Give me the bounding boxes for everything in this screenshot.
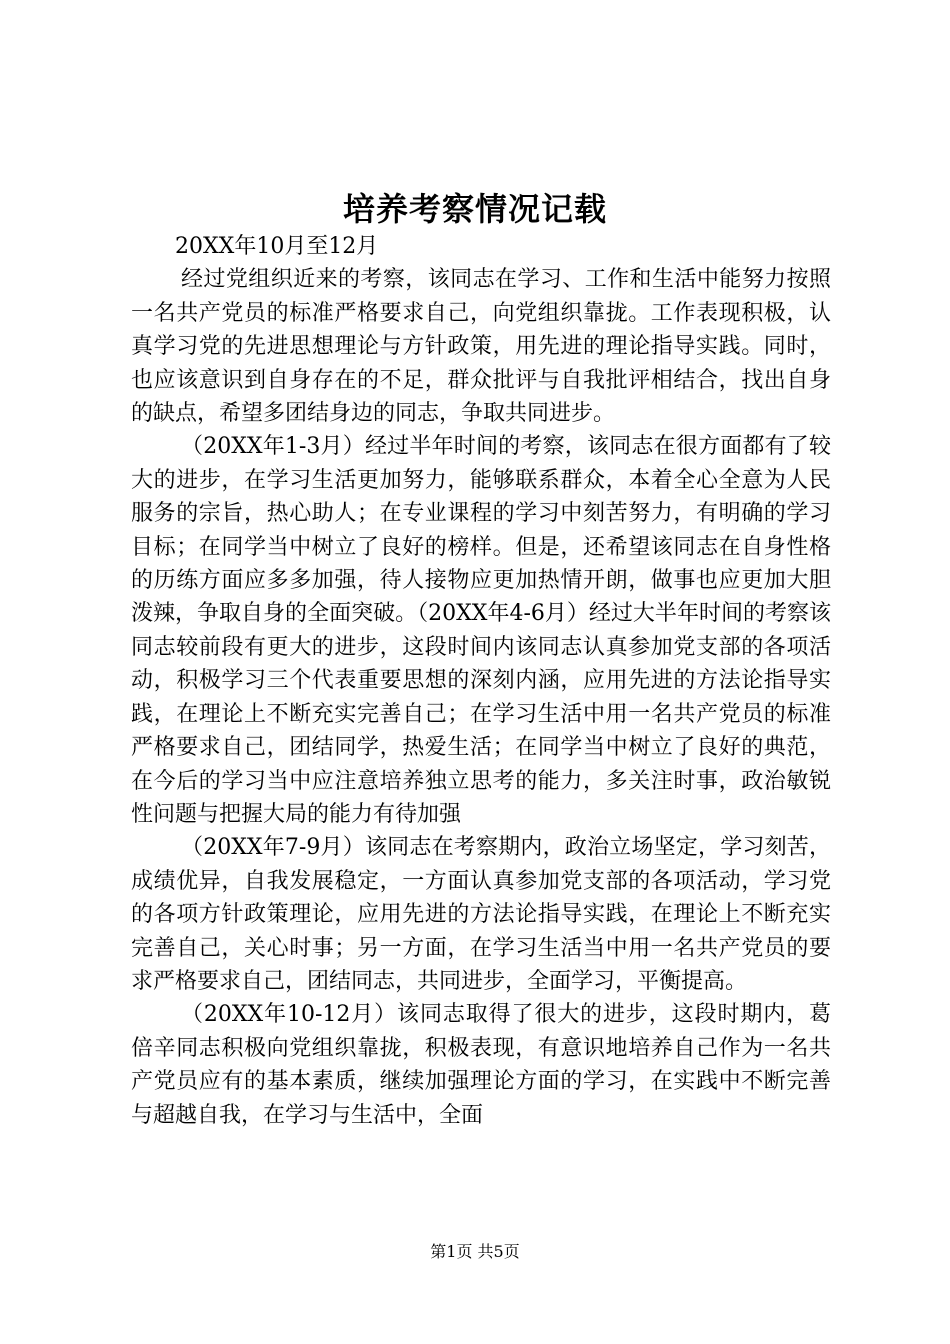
- paragraph-q1-q2: （20XX年1-3月）经过半年时间的考察，该同志在很方面都有了较大的进步，在学习生活更加努力，能够联系群众，本着全心全意为人民服务的宗旨，热心助人；在专业课程的学习中刻苦努力，有明确的学习目标；在同学当中树立了良好的榜样。但是，还希望该同志在自身性格的历练方面应多多加强，待人接物应更加热情开朗，做事也应更加大胆泼辣，争取自身的全面突破。（20XX年4-6月）经过大半年时间的考察该同志较前段有更大的进步，这段时间内该同志认真参加党支部的各项活动，积极学习三个代表重要思想的深刻内涵，应用先进的方法论指导实践，在理论上不断充实完善自己；在学习生活中用一名共产党员的标准严格要求自己，团结同学，热爱生活；在同学当中树立了良好的典范，在今后的学习当中应注意培养独立思考的能力，多关注时事，政治敏锐性问题与把握大局的能力有待加强: [131, 434, 831, 827]
- date-range-line: 20XX年10月至12月: [175, 234, 379, 259]
- paragraph-q3: （20XX年7-9月）该同志在考察期内，政治立场坚定，学习刻苦，成绩优异，自我发展稳定，一方面认真参加党支部的各项活动，学习党的各项方针政策理论，应用先进的方法论指导实践，在理论上不断充实完善自己，关心时事；另一方面，在学习生活当中用一名共产党员的要求严格要求自己，团结同志，共同进步，全面学习，平衡提高。: [131, 835, 831, 994]
- paragraph-intro: 经过党组织近来的考察，该同志在学习、工作和生活中能努力按照一名共产党员的标准严格要求自己，向党组织靠拢。工作表现积极，认真学习党的先进思想理论与方针政策，用先进的理论指导实践。同时，也应该意识到自身存在的不足，群众批评与自我批评相结合，找出自身的缺点，希望多团结身边的同志，争取共同进步。: [131, 267, 831, 427]
- document-body: [131, 230, 831, 1132]
- page-footer: 第1页 共5页: [430, 1242, 520, 1261]
- paragraph-q4: （20XX年10-12月）该同志取得了很大的进步，这段时期内，葛倍辛同志积极向党组织靠拢，积极表现，有意识地培养自己作为一名共产党员应有的基本素质，继续加强理论方面的学习，在实践中不断完善与超越自我，在学习与生活中，全面: [131, 1002, 831, 1128]
- document-title: 培养考察情况记载: [342, 190, 607, 228]
